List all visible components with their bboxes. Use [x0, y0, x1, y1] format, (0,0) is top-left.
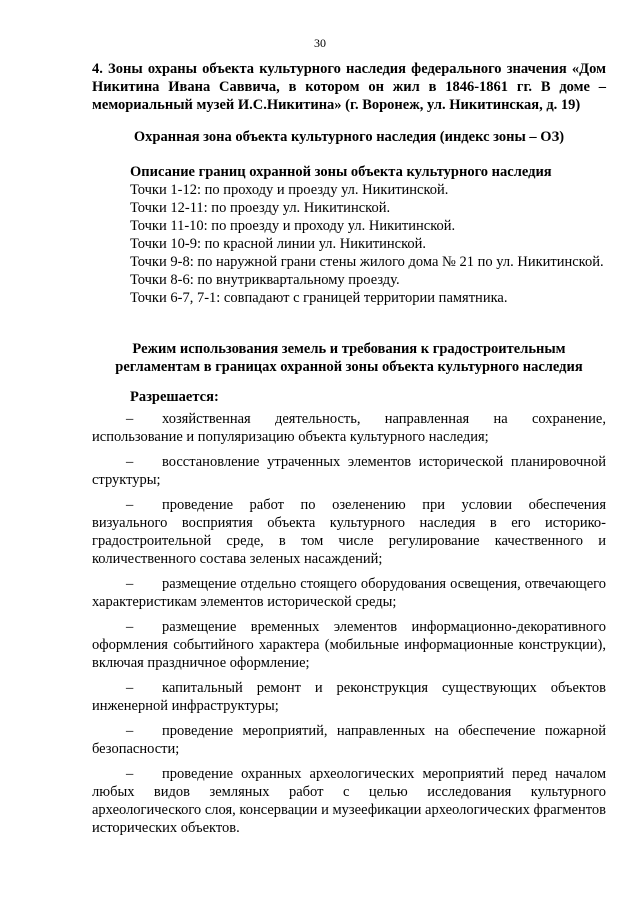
list-item — [92, 679, 606, 715]
list-item: Точки 1-12: по проходу и проезду ул. Никитинской. — [130, 182, 449, 198]
allowed-list — [92, 410, 606, 844]
list-item-text: проведение работ по озеленению при условии обеспечения визуального восприятия объекта культурного наследия в его историко-градостроительной среде, в том числе регулирование качественного и количественного состава зеленых насаждений; — [92, 497, 606, 567]
allowed-title: Разрешается: — [130, 389, 219, 405]
list-item: Точки 12-11: по проезду ул. Никитинской. — [130, 200, 391, 216]
list-item — [92, 496, 606, 568]
boundary-title: Описание границ охранной зоны объекта культурного наследия — [130, 164, 552, 180]
list-item — [92, 410, 606, 446]
dash-marker: – — [126, 497, 134, 513]
list-item: Точки 8-6: по внутриквартальному проезду. — [130, 272, 400, 288]
section-heading: 4. Зоны охраны объекта культурного наследия федерального значения «Дом Никитина Ивана Саввича, в котором он жил в 1846-1861 гг. В доме – мемориальный музей И.С.Никитина» (г. Воронеж, ул. Никитинская, д. 19) — [92, 61, 606, 113]
list-item-text: хозяйственная деятельность, направленная на сохранение, использование и популяризацию объекта культурного наследия; — [92, 411, 606, 445]
list-item-text: размещение временных элементов информационно-декоративного оформления событийного характера (мобильные информационные конструкции), включая праздничное оформление; — [92, 619, 606, 671]
list-item: Точки 10-9: по красной линии ул. Никитинской. — [130, 236, 427, 252]
list-item-text: восстановление утраченных элементов исторической планировочной структуры; — [92, 454, 606, 488]
list-item — [92, 618, 606, 672]
list-item-text: размещение отдельно стоящего оборудования освещения, отвечающего характеристикам элементов исторической среды; — [92, 576, 606, 610]
list-item: Точки 9-8: по наружной грани стены жилого дома № 21 по ул. Никитинской. — [130, 254, 604, 270]
dash-marker: – — [126, 766, 134, 782]
points-list — [92, 181, 606, 307]
dash-marker: – — [126, 411, 134, 427]
list-item-text: проведение мероприятий, направленных на обеспечение пожарной безопасности; — [92, 723, 606, 757]
dash-marker: – — [126, 619, 134, 635]
list-item: Точки 6-7, 7-1: совпадают с границей территории памятника. — [130, 290, 508, 306]
list-item — [92, 722, 606, 758]
dash-marker: – — [126, 680, 134, 696]
list-item — [92, 765, 606, 837]
dash-marker: – — [126, 723, 134, 739]
list-item — [92, 575, 606, 611]
dash-marker: – — [126, 454, 134, 470]
zone-title: Охранная зона объекта культурного наследия (индекс зоны – ОЗ) — [133, 129, 565, 145]
page-number: 30 — [314, 36, 326, 50]
regime-title: Режим использования земель и требования к градостроительным регламентам в границах охранной зоны объекта культурного наследия — [115, 341, 583, 375]
list-item — [92, 453, 606, 489]
dash-marker: – — [126, 576, 134, 592]
list-item-text: проведение охранных археологических мероприятий перед началом любых видов земляных работ с целью исследования культурного археологического слоя, консервации и музеефикации археологических фрагментов исторических объектов. — [92, 766, 606, 836]
list-item: Точки 11-10: по проезду и проходу ул. Никитинской. — [130, 218, 456, 234]
list-item-text: капитальный ремонт и реконструкция существующих объектов инженерной инфраструктуры; — [92, 680, 606, 714]
